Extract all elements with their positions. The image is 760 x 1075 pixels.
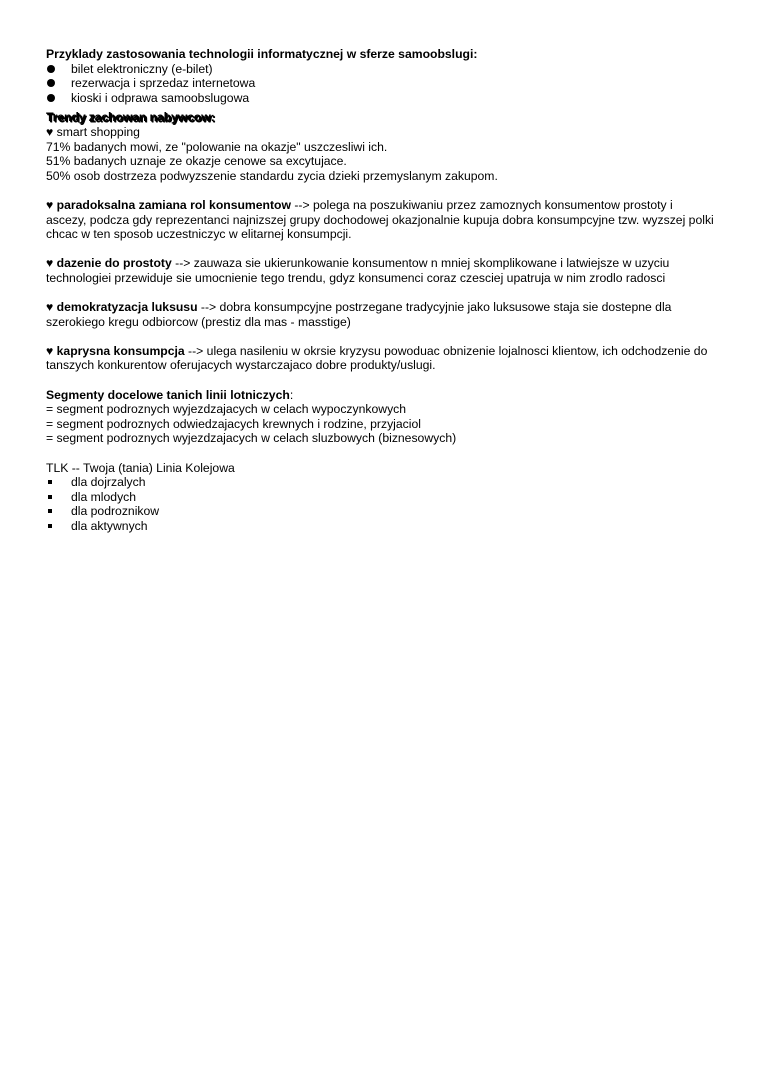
- tlk-list: [46, 475, 714, 533]
- bullet-square-icon: [48, 524, 52, 528]
- segment-line: = segment podroznych odwiedzajacych krewnych i rodzine, przyjaciol: [46, 416, 421, 431]
- section-heading-self-service: Przyklady zastosowania technologii informatycznej w sferze samoobslugi:: [46, 47, 478, 61]
- segment-line: = segment podroznych wyjezdzajacych w celach wypoczynkowych: [46, 402, 407, 417]
- heart-icon: ♥: [46, 343, 54, 358]
- trend-paradoks: ♥ paradoksalna zamiana rol konsumentow --> polega na poszukiwaniu przez zamoznych konsumentow prostoty i ascezy, podcza gdy reprezentanci najnizszej grupy dochodowej okazjonalnie kupuja dobra konsumpcyjne tzw. wyzszej polki chcac w ten sposob uczestniczyc w elitarnej konsumpcji.: [46, 197, 714, 242]
- heart-icon: ♥: [46, 197, 54, 212]
- smart-stat-line: 50% osob dostrzeza podwyzszenie standardu zycia dzieki przemyslanym zakupom.: [46, 168, 498, 183]
- list-item: bilet elektroniczny (e-bilet): [46, 62, 714, 77]
- heart-icon: ♥: [46, 124, 54, 139]
- segment-line: = segment podroznych wyjezdzajacych w celach sluzbowych (biznesowych): [46, 431, 457, 446]
- list-item: dla podroznikow: [46, 504, 714, 519]
- trend-luksus: ♥ demokratyzacja luksusu --> dobra konsumpcyjne postrzegane tradycyjnie jako luksusowe staja sie dostepne dla szerokiego kregu odbiorcow (prestiz dla mas - masstige): [46, 300, 672, 329]
- smart-stat-line: 51% badanych uznaje ze okazje cenowe sa excytujace.: [46, 154, 347, 169]
- trend-prostota: ♥ dazenie do prostoty --> zauwaza sie ukierunkowanie konsumentow n mniej skomplikowane i latwiejsze w uzyciu technologiei przewiduje sie umocnienie tego trendu, gdyz konsumenci coraz czesciej upatruja w nim zrodlo radosci: [46, 256, 670, 285]
- list-item: dla dojrzalych: [46, 475, 714, 490]
- list-item: dla mlodych: [46, 490, 714, 505]
- document-page: [46, 47, 714, 534]
- list-item: rezerwacja i sprzedaz internetowa: [46, 76, 714, 91]
- bullet-dot-icon: [47, 94, 55, 102]
- list-item: dla aktywnych: [46, 519, 714, 534]
- self-service-list: [46, 62, 714, 106]
- trends-heading: Trendy zachowan nabywcow:: [46, 110, 215, 125]
- tlk-title: TLK -- Twoja (tania) Linia Kolejowa: [46, 460, 235, 475]
- bullet-square-icon: [48, 495, 52, 499]
- trend-kaprysna: ♥ kaprysna konsumpcja --> ulega nasileniu w okrsie kryzysu powoduac obnizenie lojalnosci klientow, ich odchodzenie do tanszych konkurentow oferujacych wystarczajaco dobre produkty/uslugi.: [46, 343, 708, 373]
- bullet-dot-icon: [47, 65, 55, 73]
- trend-smart-shopping: ♥ smart shopping: [46, 124, 140, 139]
- heart-icon: ♥: [46, 256, 54, 271]
- bullet-square-icon: [48, 480, 52, 484]
- segments-heading: Segmenty docelowe tanich linii lotniczych:: [46, 387, 294, 402]
- heart-icon: ♥: [46, 300, 54, 315]
- bullet-dot-icon: [47, 79, 55, 87]
- smart-stat-line: 71% badanych mowi, ze "polowanie na okazje" uszczesliwi ich.: [46, 139, 388, 154]
- list-item: kioski i odprawa samoobslugowa: [46, 91, 714, 106]
- bullet-square-icon: [48, 509, 52, 513]
